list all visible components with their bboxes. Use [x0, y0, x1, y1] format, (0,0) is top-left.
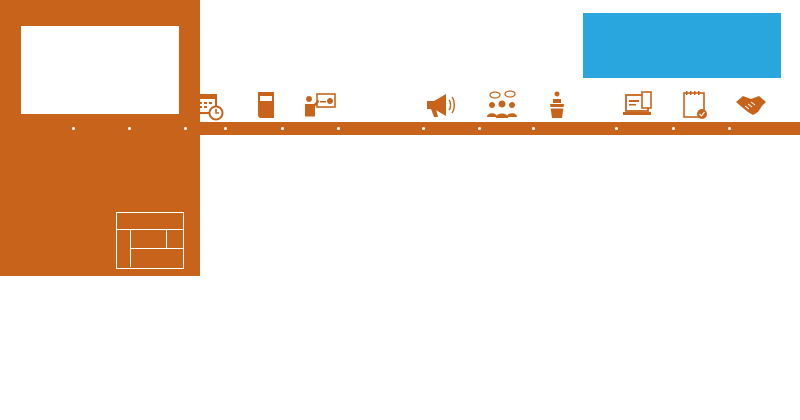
- accounting-for-basic-services-logo: [116, 212, 184, 269]
- podium-icon: [540, 90, 574, 120]
- logo-basic: [131, 230, 167, 249]
- timeline-dot: [72, 127, 75, 130]
- timeline-bar: [200, 122, 800, 135]
- presentation-icon: [303, 90, 337, 120]
- timeline-dot: [615, 127, 618, 130]
- intro-text: [30, 125, 178, 129]
- section-3-budget-process: [200, 0, 800, 276]
- logo-services: [131, 249, 183, 267]
- handshake-icon: [734, 90, 768, 120]
- timeline-dot: [672, 127, 675, 130]
- timeline-dot: [224, 127, 227, 130]
- sdbip-notepad-icon: [678, 90, 712, 120]
- idp-book-icon: [248, 90, 282, 120]
- timeline-dot: [478, 127, 481, 130]
- timeline-dot: [728, 127, 731, 130]
- calendar-clock-icon: [192, 91, 226, 121]
- timeline-dot: [337, 127, 340, 130]
- timeline-dot: [422, 127, 425, 130]
- timeline-dot: [281, 127, 284, 130]
- logo-for: [117, 230, 131, 267]
- calendar-clock-icon: [126, 90, 160, 120]
- computer-publish-icon: [622, 90, 656, 120]
- logo-accounting: [117, 213, 183, 230]
- timeline-dot: [128, 127, 131, 130]
- checkmark-icon: [167, 230, 183, 249]
- timeline-dot: [184, 127, 187, 130]
- timeline-dot: [532, 127, 535, 130]
- community-discussion-icon: [485, 90, 519, 120]
- megaphone-icon: [423, 90, 457, 120]
- intro-panel: [0, 0, 200, 276]
- budget-intro-box: [583, 13, 781, 78]
